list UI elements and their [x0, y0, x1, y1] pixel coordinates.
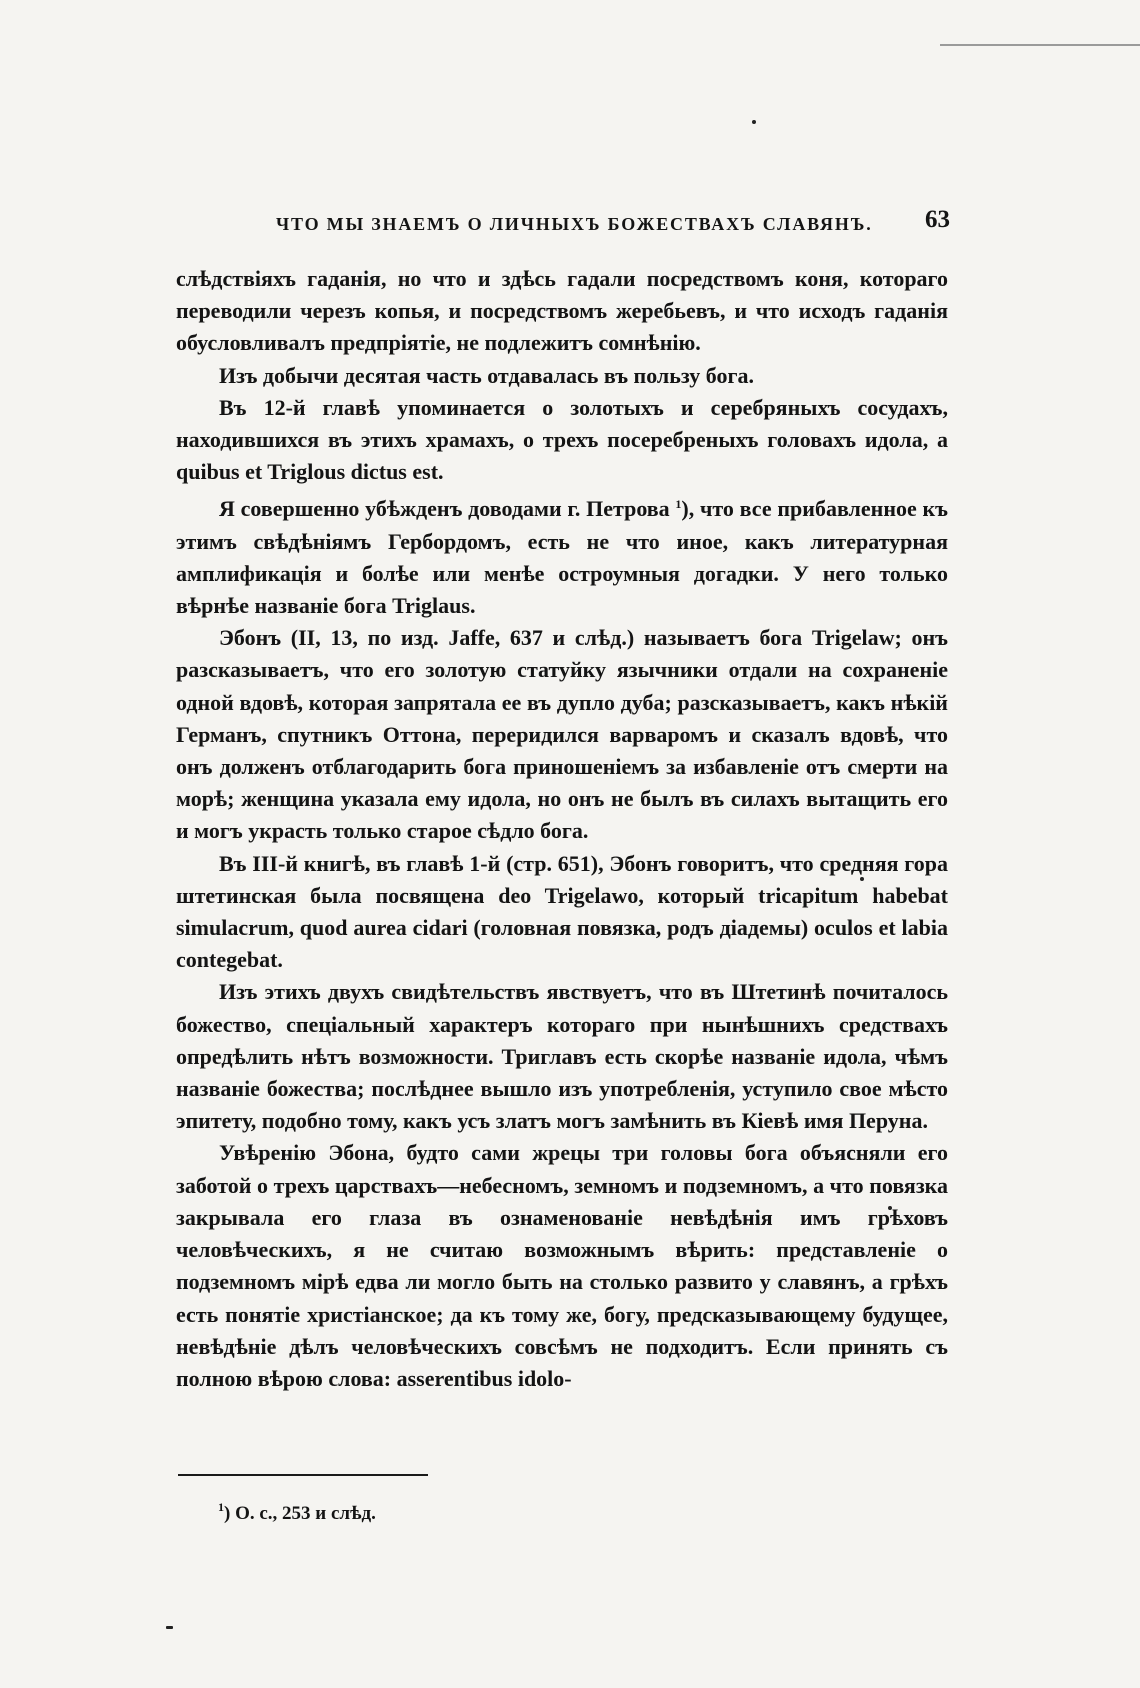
page-number: 63: [925, 206, 950, 233]
body-text: [176, 263, 948, 1395]
paragraph: Увѣренію Эбона, будто сами жрецы три головы бога объясняли его заботой о трехъ царствахъ—небесномъ, земномъ и подземномъ, а что повязка закрывала его глаза въ ознаменованіе невѣдѣнія имъ грѣховъ человѣческихъ, я не считаю возможнымъ вѣрить: представленіе о подземномъ мірѣ едва ли могло быть на столько развито у славянъ, а грѣхъ есть понятіе христіанское; да къ тому же, богу, предсказывающему будущее, невѣдѣніе дѣлъ человѣческихъ совсѣмъ не подходитъ. Если принять съ полною вѣрою слова: asserentibus idolo-: [176, 1140, 948, 1391]
footnote-reference: 1: [675, 497, 682, 512]
footnote-divider: [178, 1474, 428, 1476]
paragraph-text: ), что все прибавленное къ этимъ свѣдѣніямъ Гербордомъ, есть не что иное, какъ литературная амплификація и болѣе или менѣе остроумныя догадки. У него только вѣрнѣе названіе бога Triglaus.: [176, 496, 949, 619]
page-header: [270, 206, 950, 246]
footnote: [218, 1500, 376, 1525]
paragraph: Въ III-й книгѣ, въ главѣ 1-й (стр. 651), Эбонъ говоритъ, что средняя гора штетинская была посвящена deo Trigelawo, который tricapitum habebat simulacrum, quod aurea cidari (головная повязка, родъ діадемы) oculos et labia contegebat.: [176, 850, 948, 973]
footnote-marker: 1: [218, 1500, 224, 1514]
paragraph: слѣдствіяхъ гаданія, но что и здѣсь гадали посредствомъ коня, котораго переводили черезъ копья, и посредствомъ жеребьевъ, и что исходъ гаданія обусловливалъ предпріятіе, не подлежитъ сомнѣнію.: [176, 266, 948, 356]
paragraph: Въ 12-й главѣ упоминается о золотыхъ и серебряныхъ сосудахъ, находившихся въ этихъ храмахъ, о трехъ посеребреныхъ головахъ идола, a quibus et Triglous dictus est.: [176, 394, 948, 485]
scan-edge-line: [940, 44, 1140, 46]
scan-speck: [752, 120, 756, 124]
footnote-text: ) О. с., 253 и слѣд.: [224, 1503, 376, 1524]
running-title: ЧТО МЫ ЗНАЕМЪ О ЛИЧНЫХЪ БОЖЕСТВАХЪ СЛАВЯНЪ.: [276, 214, 873, 234]
scan-speck: [166, 1626, 173, 1629]
paragraph-text: Я совершенно убѣжденъ доводами г. Петрова: [219, 496, 670, 522]
paragraph: Эбонъ (II, 13, по изд. Jaffe, 637 и слѣд.) называетъ бога Trigelaw; онъ разсказываетъ, что его золотую статуйку язычники отдали на сохраненіе одной вдовѣ, которая запрятала ее въ дупло дуба; разсказываетъ, какъ нѣкій Германъ, спутникъ Оттона, переридился варваромъ и сказалъ вдовѣ, что онъ долженъ отблагодарить бога приношеніемъ за избавленіе отъ смерти на морѣ; женщина указала ему идола, но онъ не былъ въ силахъ вытащить его и могъ украсть только старое сѣдло бога.: [176, 625, 948, 844]
paragraph: Изъ добычи десятая часть отдавалась въ пользу бога.: [219, 362, 754, 388]
paragraph: Изъ этихъ двухъ свидѣтельствъ явствуетъ, что въ Штетинѣ почиталось божество, спеціальный характеръ котораго при нынѣшнихъ средствахъ опредѣлить нѣтъ возможности. Триглавъ есть скорѣе названіе идола, чѣмъ названіе божества; послѣднее вышло изъ употребленія, уступило свое мѣсто эпитету, подобно тому, какъ усъ златъ могъ замѣнить въ Кіевѣ имя Перуна.: [176, 979, 948, 1134]
paragraph: [176, 488, 948, 622]
